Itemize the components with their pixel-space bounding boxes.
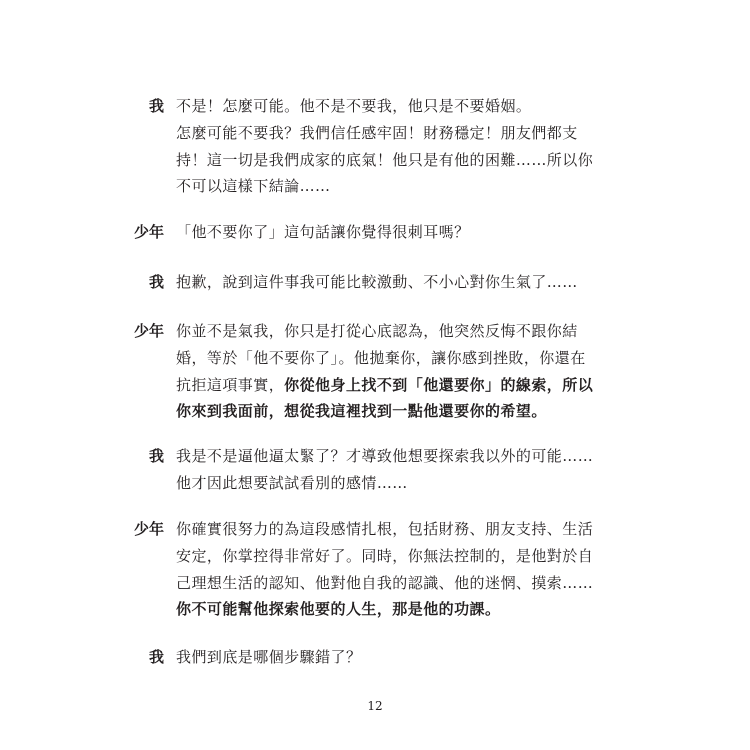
dialogue-text bbox=[176, 443, 594, 497]
text-line: 持！這一切是我們成家的底氣！他只是有他的困難……所以你 bbox=[176, 150, 594, 169]
text-line: 「他不要你了」這句話讓你覺得很刺耳嗎？ bbox=[176, 223, 470, 241]
dialogue-text bbox=[176, 269, 578, 296]
text-line: 婚，等於「他不要你了」。他拋棄你，讓你感到挫敗，你還在 bbox=[176, 348, 586, 367]
text-line: 怎麼可能不要我？我們信任感牢固！財務穩定！朋友們都支 bbox=[176, 123, 578, 142]
speaker-label: 我 bbox=[148, 447, 164, 465]
text-line: 他才因此想要試試看別的感情…… bbox=[176, 473, 408, 492]
text-line: 你確實很努力的為這段感情扎根，包括財務、朋友支持、生活 bbox=[176, 520, 594, 538]
text-line: 我是不是逼他逼太緊了？才導致他想要探索我以外的可能…… bbox=[176, 447, 594, 465]
emphasis-segment: 你從他身上找不到「他還要你」的線索，所以 bbox=[284, 375, 594, 394]
text-line: 你並不是氣我，你只是打從心底認為，他突然反悔不跟你結 bbox=[176, 322, 578, 340]
dialogue-text bbox=[176, 318, 594, 425]
speaker-label: 我 bbox=[148, 97, 164, 115]
speaker-label: 少年 bbox=[133, 520, 164, 538]
emphasis-line: 你不可能幫他探索他要的人生，那是他的功課。 bbox=[176, 600, 501, 619]
text-line: 不可以這樣下結論…… bbox=[176, 177, 331, 196]
dialogue-text bbox=[176, 219, 571, 246]
text-line bbox=[176, 372, 594, 399]
text-line: 抱歉，說到這件事我可能比較激動、不小心對你生氣了…… bbox=[176, 273, 578, 291]
dialogue-text bbox=[176, 644, 571, 671]
speaker-label: 少年 bbox=[133, 322, 164, 340]
emphasis-line: 你來到我面前，想從我這裡找到一點他還要你的希望。 bbox=[176, 402, 547, 421]
speaker-label: 少年 bbox=[133, 223, 164, 241]
speaker-label: 我 bbox=[148, 273, 164, 291]
dialogue-text bbox=[176, 516, 594, 623]
text-line: 己理想生活的認知、他對他自我的認識、他的迷惘、摸索…… bbox=[176, 573, 594, 592]
speaker-label: 我 bbox=[148, 648, 164, 666]
page-number: 12 bbox=[367, 699, 383, 713]
dialogue-text bbox=[176, 93, 594, 200]
text-line: 不是！怎麼可能。他不是不要我，他只是不要婚姻。 bbox=[176, 97, 532, 115]
text-line: 安定，你掌控得非常好了。同時，你無法控制的，是他對於自 bbox=[176, 546, 594, 565]
text-line: 我們到底是哪個步驟錯了？ bbox=[176, 648, 362, 666]
text-segment: 抗拒這項事實， bbox=[176, 375, 285, 394]
